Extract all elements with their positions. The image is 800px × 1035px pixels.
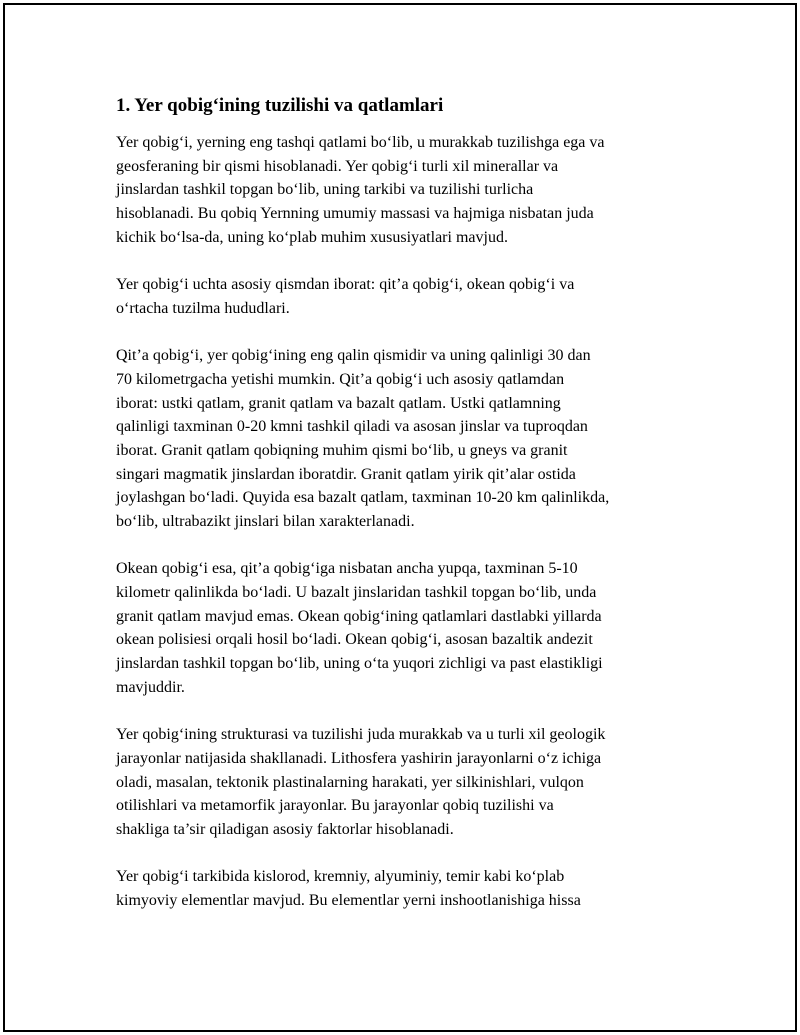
text-line: okean polisiesi orqali hosil bo‘ladi. Okean qobig‘i, asosan bazaltik andezit	[116, 631, 593, 649]
text-line: jinslardan tashkil topgan bo‘lib, uning o‘ta yuqori zichligi va past elastikligi	[116, 655, 603, 673]
text-line: kichik bo‘lsa-da, uning ko‘plab muhim xususiyatlari mavjud.	[116, 228, 508, 246]
text-line: joylashgan bo‘ladi. Quyida esa bazalt qatlam, taxminan 10-20 km qalinlikda,	[116, 489, 610, 507]
text-line: geosferaning bir qismi hisoblanadi. Yer qobig‘i turli xil minerallar va	[116, 157, 559, 175]
paragraph-gap	[116, 842, 688, 866]
text-line: o‘rtacha tuzilma hududlari.	[116, 299, 290, 317]
section-heading: 1. Yer qobig‘ining tuzilishi va qatlamlari	[116, 95, 444, 116]
paragraph-gap	[116, 534, 688, 558]
text-line: Yer qobig‘i tarkibida kislorod, kremniy, alyuminiy, temir kabi ko‘plab	[116, 868, 565, 886]
text-line: shakliga ta’sir qiladigan asosiy faktorlar hisoblanadi.	[116, 820, 454, 838]
text-line: Okean qobig‘i esa, qit’a qobig‘iga nisbatan ancha yupqa, taxminan 5-10	[116, 560, 578, 578]
text-line: iborat. Granit qatlam qobiqning muhim qismi bo‘lib, u gneys va granit	[116, 441, 568, 459]
paragraph-gap	[116, 321, 688, 345]
paragraph-continental-crust	[116, 344, 688, 534]
paragraph-gap	[116, 249, 688, 273]
text-line: granit qatlam mavjud emas. Okean qobig‘ining qatlamlari dastlabki yillarda	[116, 607, 602, 625]
text-line: jinslardan tashkil topgan bo‘lib, uning tarkibi va tuzilishi turlicha	[116, 181, 534, 199]
text-line: Yer qobig‘ining strukturasi va tuzilishi juda murakkab va u turli xil geologik	[116, 726, 606, 744]
paragraph-gap	[116, 700, 688, 724]
text-line: mavjuddir.	[116, 678, 185, 696]
paragraph-crust-intro	[116, 131, 688, 249]
document-body	[116, 92, 688, 913]
paragraph-crust-elements	[116, 865, 688, 912]
text-line: qalinligi taxminan 0-20 kmni tashkil qiladi va asosan jinslar va tuproqdan	[116, 418, 588, 436]
text-line: oladi, masalan, tektonik plastinalarning harakati, yer silkinishlari, vulqon	[116, 773, 584, 791]
heading-gap	[116, 120, 688, 131]
text-line: singari magmatik jinslardan iboratdir. Granit qatlam yirik qit’alar ostida	[116, 465, 576, 483]
text-line: kilometr qalinlikda bo‘ladi. U bazalt jinslaridan tashkil topgan bo‘lib, unda	[116, 584, 597, 602]
text-line: Yer qobig‘i, yerning eng tashqi qatlami bo‘lib, u murakkab tuzilishga ega va	[116, 134, 605, 151]
text-line: iborat: ustki qatlam, granit qatlam va bazalt qatlam. Ustki qatlamning	[116, 394, 561, 412]
paragraph-crust-structure	[116, 723, 688, 841]
text-line: otilishlari va metamorfik jarayonlar. Bu jarayonlar qobiq tuzilishi va	[116, 797, 554, 815]
text-line: Qit’a qobig‘i, yer qobig‘ining eng qalin qismidir va uning qalinligi 30 dan	[116, 347, 591, 365]
text-line: jarayonlar natijasida shakllanadi. Lithosfera yashirin jarayonlarni o‘z ichiga	[116, 749, 602, 767]
text-line: bo‘lib, ultrabazikt jinslari bilan xarakterlanadi.	[116, 513, 415, 530]
text-line: Yer qobig‘i uchta asosiy qismdan iborat: qit’a qobig‘i, okean qobig‘i va	[116, 276, 575, 294]
paragraph-oceanic-crust	[116, 557, 688, 699]
text-line: hisoblanadi. Bu qobiq Yernning umumiy massasi va hajmiga nisbatan juda	[116, 205, 594, 223]
text-line: kimyoviy elementlar mavjud. Bu elementlar yerni inshootlanishiga hissa	[116, 892, 581, 909]
text-line: 70 kilometrgacha yetishi mumkin. Qit’a qobig‘i uch asosiy qatlamdan	[116, 370, 565, 388]
paragraph-crust-parts	[116, 273, 688, 320]
